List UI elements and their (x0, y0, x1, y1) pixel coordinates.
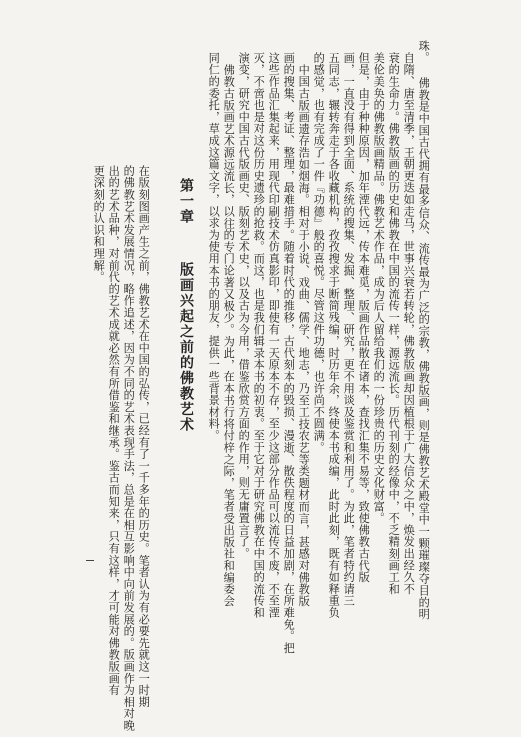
text-column: 美伦美奂的佛教版画精品。佛教艺术作品，成为后人留给我们的一份珍贵的历史文化财富。 (372, 52, 386, 524)
text-column: 画，一直没有得到全面、系统的搜集、发掘、整理、研究，更不用谈及鉴赏和利用了。为此，笔者特约请三 (342, 52, 356, 607)
text-column: 同仁的委托，草成这篇文字，以求为使用本书的朋友，提供一些背景材料。 (207, 52, 221, 442)
text-column: 灭，不啻也是对这份历史遗珍的抢救。而这，也是我们辑录本书的初衷。至于它对于研究佛教在中国的流传和 (252, 52, 266, 619)
text-column: 在版刻图画产生之前，佛教艺术在中国的弘传，已经有了一千多年的历史。笔者认为有必要先就这一时期 (137, 165, 151, 708)
text-column: 中国古版画遗存浩如烟海。相对于小说、戏曲、儒学、地志，乃至工技农艺等类题材而言，甚感对佛教版 (297, 64, 311, 607)
text-column: 珠。 佛教是中国古代拥有最多信众、流传最为广泛的宗教，佛教版画，则是佛教艺术殿堂中一颗璀璨夺目的明 (417, 40, 431, 620)
chapter-title: 版画兴起之前的佛教艺术 (178, 262, 194, 433)
text-column: 佛教古版画艺术源远流长，以往的专门论著又极少。为此，在本书行将付梓之际，笔者受出版社和编委会 (222, 64, 236, 607)
page-number (86, 560, 94, 561)
text-column: 自隋、唐至清季，王朝更迭如走马，世事兴衰若转轮，佛教版画却因植根于广大信众之中，焕发出经久不 (402, 52, 416, 595)
text-column: 但是，由于种种原因，加年湮代远，传本难觅，版画作品散在诸本，查找汇集不易等，致使佛教古代版 (357, 52, 371, 583)
text-column: 画的搜集、考证、整理，最难措手。随着时代的推移，古代刻本的毁损、漫逝、散佚程度的日益加剧，在所难免。把 (282, 52, 296, 654)
text-column: 出的艺术品种，对前代的艺术成就必然有所借鉴和继承。鉴古而知来，只有这样，才可能对佛教版画有 (107, 165, 121, 696)
text-column: 的感觉，也有完成了一件『功德』般的喜悦。尽管这件功德，也许尚不圆满。 (312, 52, 326, 454)
text-column: 演变，研究中国古代版画史、版刻艺术史，以及古为今用，借鉴欣赏方面的作用，则无庸置言了。 (237, 52, 251, 560)
text-column: 这些作品汇集起来，用现代印刷技术仿真影印，即使有一天原本不存，至少这部分作品可以流传不废，不至湮 (267, 52, 281, 619)
text-column: 五同志，辗转奔走于各收藏机构，孜孜搜求于断简残编，时历年余，终使本书成编，此时此刻，既有如释重负 (327, 52, 341, 619)
text-column: 的佛教艺术发展情况，略作追述，因为不同的艺术表现手法，总是在相互影响中向前发展的。版画作为相对晚 (122, 165, 136, 732)
chapter-number: 第一章 (178, 178, 194, 225)
text-column: 衰的生命力。佛教版画的历史和佛教在中国的流传一样，源远流长。历代刊刻的经像中，不乏精刻画工和 (387, 52, 401, 595)
text-column: 更深刻的认识和理解。 (92, 165, 106, 283)
